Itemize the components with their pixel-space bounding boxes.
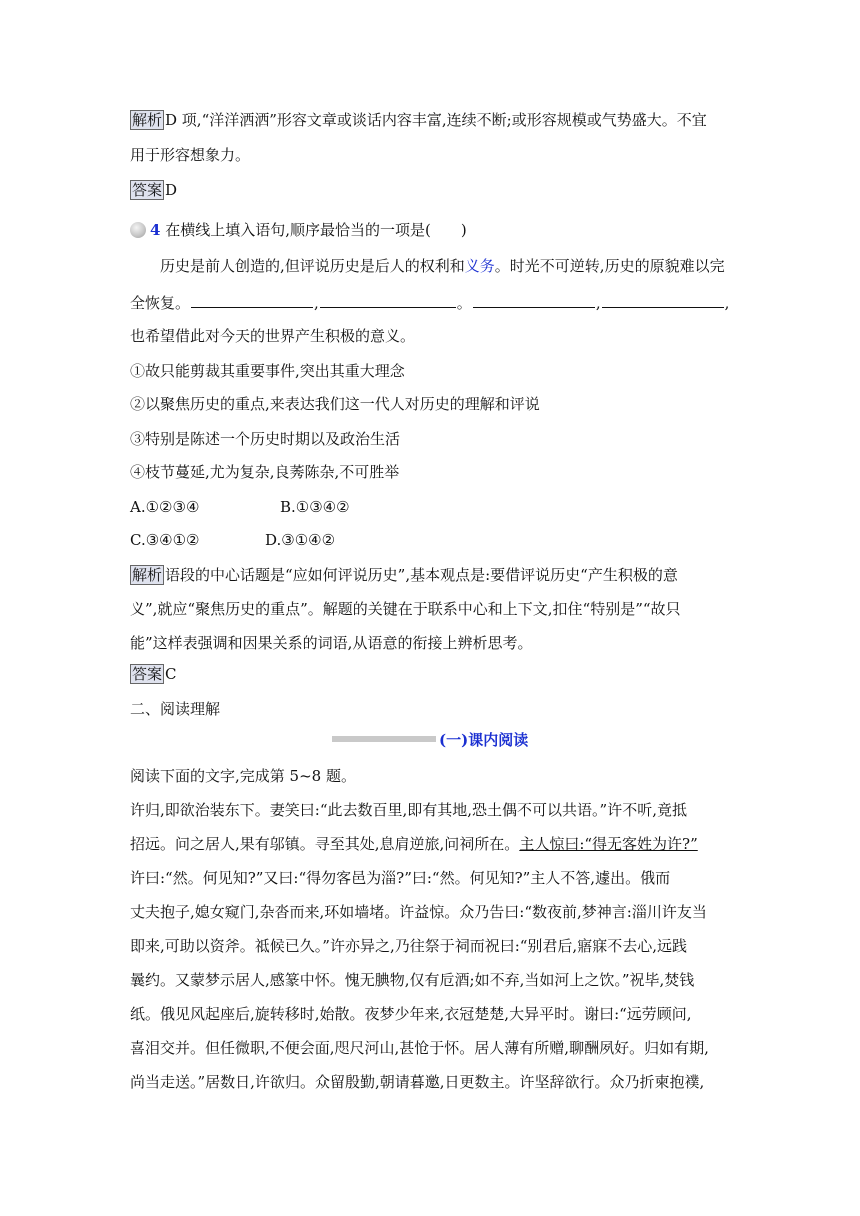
punct: 。 xyxy=(456,294,472,312)
q4-choices-row2 xyxy=(130,530,730,550)
reading-underlined-text: 主人惊曰:“得无客姓为许?” xyxy=(519,835,698,853)
passage-text-highlight: 义务 xyxy=(464,257,495,275)
q3-answer-value: D xyxy=(165,181,178,199)
reading-line xyxy=(130,834,730,854)
q3-analysis-line1 xyxy=(130,110,730,130)
q4-answer xyxy=(130,664,730,684)
q4-passage-line2 xyxy=(130,291,730,313)
q4-stem-line xyxy=(130,220,730,240)
reading-line: 纸。俄见风起座后,旋转移时,始散。夜梦少年来,衣冠楚楚,大异平时。谢曰:“远劳顾问, xyxy=(130,1005,692,1023)
section-divider-bar xyxy=(332,736,436,742)
q4-analysis-line1 xyxy=(130,565,730,585)
answer-tag: 答案 xyxy=(132,665,163,683)
q4-option-4: ④枝节蔓延,尤为复杂,良莠陈杂,不可胜举 xyxy=(130,463,400,481)
q3-analysis-line2: 用于形容想象力。 xyxy=(130,146,251,164)
sub-section-title: (一)课内阅读 xyxy=(439,731,529,749)
q4-passage-line3: 也希望借此对今天的世界产生积极的意义。 xyxy=(130,327,416,345)
q4-option-2: ②以聚焦历史的重点,来表达我们这一代人对历史的理解和评说 xyxy=(130,395,540,413)
punct: , xyxy=(595,294,601,312)
reading-line: 喜泪交并。但任微职,不便会面,咫尺河山,甚怆于怀。居人薄有所赠,聊酬夙好。归如有期, xyxy=(130,1039,709,1057)
passage-text: 历史是前人创造的,但评说历史是后人的权利和 xyxy=(160,257,465,275)
choice-b[interactable]: B.①③④② xyxy=(280,498,350,516)
q4-passage-line1 xyxy=(160,256,760,276)
passage-text: 全恢复。 xyxy=(130,294,191,312)
reading-instruction: 阅读下面的文字,完成第 5~8 题。 xyxy=(130,767,356,785)
reading-line: 曩约。又蒙梦示居人,感篆中怀。愧无腆物,仅有卮酒;如不弃,当如河上之饮。”祝毕,焚钱 xyxy=(130,971,695,989)
q4-stem: 在横线上填入语句,顺序最恰当的一项是( ) xyxy=(165,221,467,239)
choice-c[interactable]: C.③④①② xyxy=(130,531,200,549)
reading-line: 即来,可助以资斧。祗候已久。”许亦异之,乃往祭于祠而祝曰:“别君后,寤寐不去心,远践 xyxy=(130,937,687,955)
choice-a[interactable]: A.①②③④ xyxy=(130,498,200,516)
question-circle-icon xyxy=(130,222,146,238)
answer-blank-4[interactable] xyxy=(602,291,724,308)
answer-tag: 答案 xyxy=(132,181,163,199)
q4-choices-row1 xyxy=(130,497,730,517)
punct: , xyxy=(724,294,730,312)
q4-option-1: ①故只能剪裁其重要事件,突出其重大理念 xyxy=(130,362,405,380)
q4-analysis-line2: 义”,就应“聚焦历史的重点”。解题的关键在于联系中心和上下文,扣住“特别是”“故只 xyxy=(130,600,681,618)
answer-blank-2[interactable] xyxy=(320,291,456,308)
analysis-tag: 解析 xyxy=(132,566,163,584)
reading-line: 许曰:“然。何见知?”又曰:“得勿客邑为淄?”曰:“然。何见知?”主人不答,遽出。俄而 xyxy=(130,869,671,887)
passage-text: 。时光不可逆转,历史的原貌难以完 xyxy=(494,257,725,275)
q4-option-3: ③特别是陈述一个历史时期以及政治生活 xyxy=(130,430,401,448)
section-heading: 二、阅读理解 xyxy=(130,700,221,718)
q4-analysis-text: 语段的中心话题是“应如何评说历史”,基本观点是:要借评说历史“产生积极的意 xyxy=(165,566,678,584)
q3-analysis-text: D 项,“洋洋洒洒”形容文章或谈话内容丰富,连续不断;或形容规模或气势盛大。不宜 xyxy=(165,111,707,129)
punct: , xyxy=(314,294,319,312)
q4-analysis-line3: 能”这样表强调和因果关系的词语,从语意的衔接上辨析思考。 xyxy=(130,634,533,652)
reading-line: 丈夫抱子,媳女窥门,杂沓而来,环如墙堵。许益惊。众乃告曰:“数夜前,梦神言:淄川许友当 xyxy=(130,903,707,921)
q4-answer-value: C xyxy=(165,665,177,683)
reading-line: 许归,即欲治装东下。妻笑曰:“此去数百里,即有其地,恐土偶不可以共语。”许不听,竟抵 xyxy=(130,801,687,819)
answer-blank-3[interactable] xyxy=(473,291,595,308)
reading-line: 尚当走送。”居数日,许欲归。众留殷勤,朝请暮邀,日更数主。许坚辞欲行。众乃折柬抱襆, xyxy=(130,1073,705,1091)
q4-number: 4 xyxy=(150,221,161,239)
answer-blank-1[interactable] xyxy=(191,291,313,308)
reading-text: 招远。问之居人,果有邬镇。寻至其处,息肩逆旅,问祠所在。 xyxy=(130,835,520,853)
choice-d[interactable]: D.③①④② xyxy=(265,531,336,549)
analysis-tag: 解析 xyxy=(132,111,163,129)
q3-answer xyxy=(130,180,730,200)
